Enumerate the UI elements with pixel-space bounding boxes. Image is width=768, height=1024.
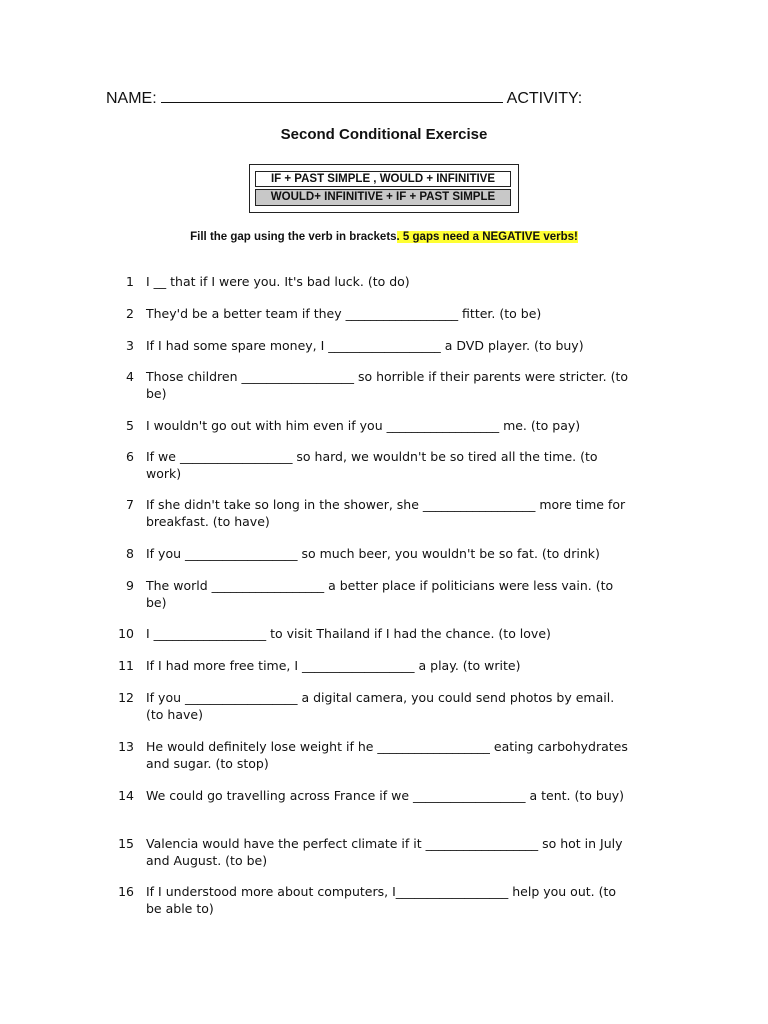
- item-number: 13: [118, 739, 134, 754]
- item-number: 10: [118, 626, 134, 641]
- item-number: 4: [126, 369, 134, 384]
- instruction-text: Fill the gap using the verb in brackets: [190, 231, 397, 243]
- page-title: Second Conditional Exercise: [280, 126, 488, 143]
- name-label: NAME:: [106, 90, 157, 107]
- name-blank-line: [161, 88, 503, 103]
- rule-line-2: WOULD+ INFINITIVE + IF + PAST SIMPLE: [255, 189, 511, 206]
- item-text: If she didn't take so long in the shower, she __________________ more time for breakfast. (to have): [146, 497, 626, 529]
- item-number: 6: [126, 449, 134, 464]
- item-text: He would definitely lose weight if he __________________ eating carbohydrates and sugar. (to stop): [146, 739, 628, 771]
- item-number: 8: [126, 546, 134, 561]
- item-text: I wouldn't go out with him even if you __________________ me. (to pay): [146, 418, 581, 433]
- item-number: 11: [118, 658, 134, 673]
- item-text: Those children __________________ so horrible if their parents were stricter. (to be): [146, 369, 628, 401]
- item-text: I __ that if I were you. It's bad luck. (to do): [146, 274, 410, 289]
- item-text: If I had some spare money, I __________________ a DVD player. (to buy): [146, 338, 584, 353]
- item-text: If we __________________ so hard, we wouldn't be so tired all the time. (to work): [146, 449, 598, 481]
- instruction-highlight: . 5 gaps need a NEGATIVE verbs!: [396, 231, 578, 243]
- item-text: Valencia would have the perfect climate if it __________________ so hot in July and August. (to be): [146, 836, 623, 868]
- item-number: 14: [118, 788, 134, 803]
- item-text: If I had more free time, I __________________ a play. (to write): [146, 658, 521, 673]
- item-number: 12: [118, 690, 134, 705]
- item-number: 7: [126, 497, 134, 512]
- grammar-rule-box: [249, 164, 519, 213]
- item-number: 1: [126, 274, 134, 289]
- item-text: We could go travelling across France if we __________________ a tent. (to buy): [146, 788, 625, 803]
- item-number: 15: [118, 836, 134, 851]
- item-text: The world __________________ a better place if politicians were less vain. (to be): [146, 578, 614, 610]
- item-text: I __________________ to visit Thailand if I had the chance. (to love): [146, 626, 551, 641]
- instruction: [0, 231, 768, 243]
- item-number: 3: [126, 338, 134, 353]
- item-text: If you __________________ so much beer, you wouldn't be so fat. (to drink): [146, 546, 600, 561]
- activity-label: ACTIVITY:: [506, 90, 583, 107]
- header: [106, 88, 706, 108]
- item-text: They'd be a better team if they __________________ fitter. (to be): [146, 306, 542, 321]
- item-number: 2: [126, 306, 134, 321]
- item-text: If you __________________ a digital camera, you could send photos by email. (to have): [146, 690, 615, 722]
- item-number: 16: [118, 884, 134, 899]
- rule-line-1: IF + PAST SIMPLE , WOULD + INFINITIVE: [255, 171, 511, 187]
- item-text: If I understood more about computers, I__________________ help you out. (to be able to): [146, 884, 617, 916]
- item-number: 5: [126, 418, 134, 433]
- item-number: 9: [126, 578, 134, 593]
